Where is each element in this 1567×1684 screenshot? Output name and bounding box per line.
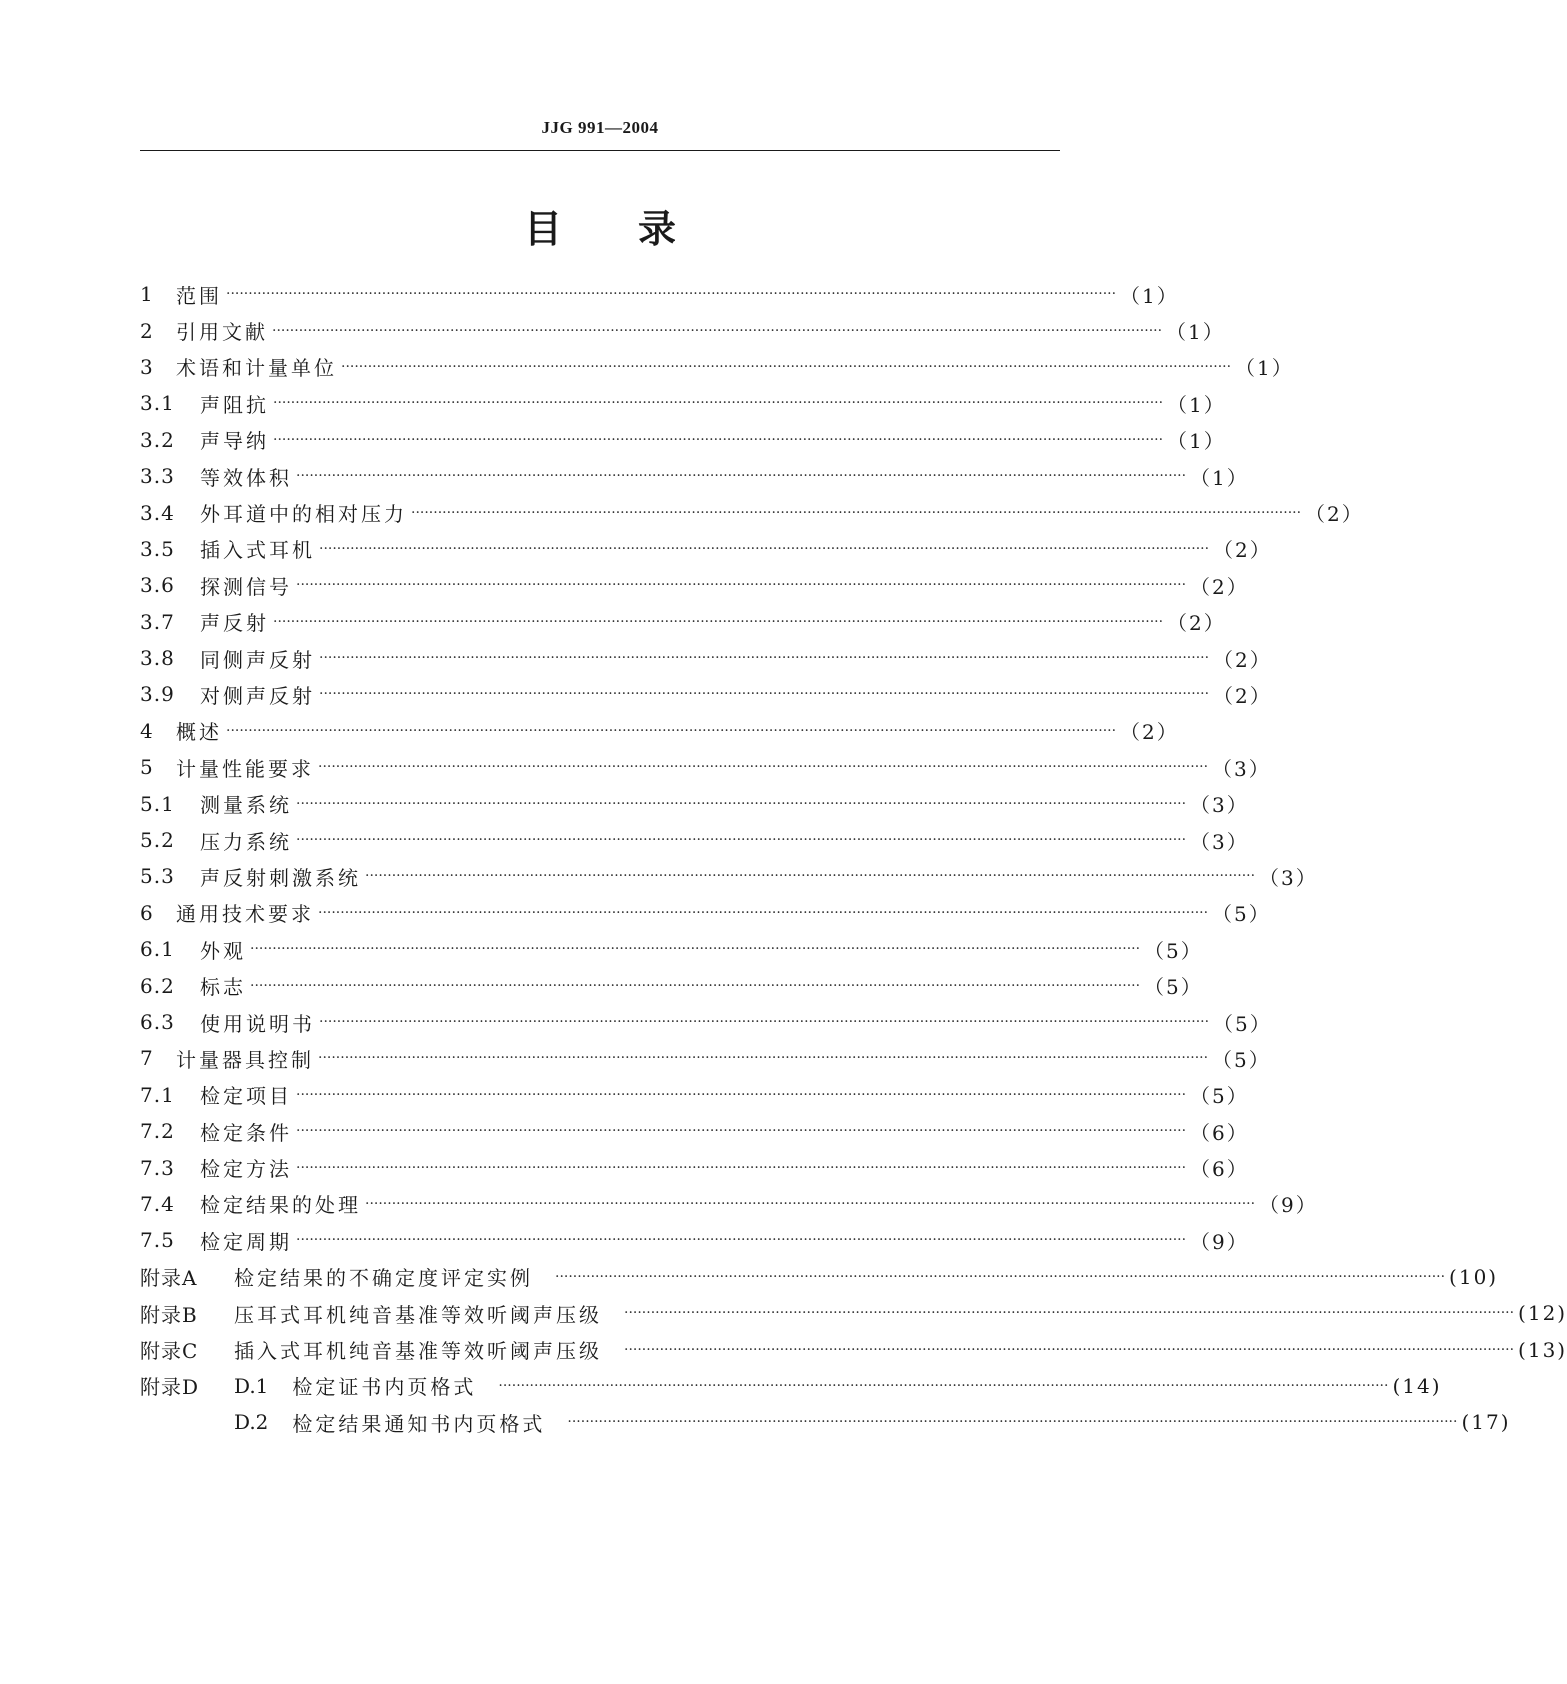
toc-entry[interactable]: [140, 1404, 1511, 1440]
toc-entry[interactable]: [140, 1113, 1249, 1149]
toc-leader-dots: ········································································································································································································: [296, 1232, 1187, 1249]
toc-entry-page: （5）: [1212, 1047, 1271, 1072]
toc-leader-dots: ········································································································································································································: [319, 686, 1210, 703]
toc-entry-number: 5.2: [140, 828, 175, 853]
toc-entry-title: 检定项目: [200, 1084, 292, 1109]
toc-entry[interactable]: [140, 422, 1226, 458]
toc-entry-number: 3.8: [140, 646, 175, 671]
toc-entry[interactable]: [140, 349, 1294, 385]
toc-entry-page: （5）: [1144, 938, 1203, 963]
toc-entry-subnumber: D.1: [234, 1373, 269, 1398]
toc-entry-page: (13): [1518, 1337, 1567, 1362]
toc-entry-title: 检定结果的不确定度评定实例: [234, 1266, 533, 1291]
toc-leader-dots: ········································································································································································································: [319, 650, 1210, 667]
toc-entry-page: （1）: [1167, 392, 1226, 417]
toc-entry-page: (12): [1518, 1301, 1567, 1326]
toc-entry-number: 附录C: [140, 1339, 199, 1364]
toc-entry-page: （2）: [1120, 720, 1179, 745]
toc-entry-page: （1）: [1167, 429, 1226, 454]
toc-leader-dots: ········································································································································································································: [318, 759, 1209, 776]
toc-leader-dots: ········································································································································································································: [411, 504, 1302, 521]
toc-entry-subnumber: D.2: [234, 1410, 269, 1435]
toc-entry-number: 1: [140, 282, 154, 307]
toc-entry[interactable]: [140, 312, 1225, 348]
toc-entry-number: 5.3: [140, 864, 175, 889]
toc-leader-dots: ········································································································································································································: [365, 868, 1256, 885]
toc-leader-dots: ········································································································································································································: [296, 1086, 1187, 1103]
toc-leader-dots: ········································································································································································································: [296, 468, 1187, 485]
toc-entry[interactable]: [140, 1368, 1442, 1404]
toc-entry-title: 声反射刺激系统: [200, 865, 361, 890]
toc-entry-number: 7: [140, 1046, 154, 1071]
toc-entry-title: 计量性能要求: [176, 756, 314, 781]
toc-entry-title: 使用说明书: [200, 1011, 315, 1036]
toc-title: 目录: [523, 207, 752, 251]
toc-entry[interactable]: [140, 276, 1179, 312]
toc-entry-title: 检定方法: [200, 1157, 292, 1182]
toc-entry-page: （2）: [1305, 502, 1364, 527]
toc-entry-page: （2）: [1167, 611, 1226, 636]
toc-entry-number: 3.6: [140, 573, 175, 598]
toc-entry-number: 3.2: [140, 427, 175, 452]
toc-entry-number: 3.4: [140, 500, 175, 525]
toc-entry-title: 检定证书内页格式: [292, 1375, 477, 1400]
toc-entry-title: 压力系统: [200, 829, 292, 854]
toc-entry-title: 检定周期: [200, 1229, 292, 1254]
toc-leader-dots: ········································································································································································································: [319, 1014, 1210, 1030]
toc-entry-page: （9）: [1259, 1193, 1318, 1218]
toc-leader-dots: ········································································································································································································: [365, 1195, 1256, 1212]
toc-entry-number: 附录B: [140, 1302, 198, 1327]
toc-entry-number: 附录A: [140, 1266, 198, 1291]
toc-entry-page: (17): [1461, 1410, 1511, 1435]
toc-entry-number: 7.1: [140, 1082, 175, 1107]
toc-entry-page: （3）: [1259, 865, 1318, 890]
toc-entry[interactable]: [140, 1259, 1499, 1295]
toc-leader-dots: ········································································································································································································: [555, 1268, 1446, 1285]
toc-entry[interactable]: [140, 1186, 1318, 1222]
toc-entry-number: 3.3: [140, 464, 175, 489]
toc-leader-dots: ········································································································································································································: [273, 431, 1164, 448]
toc-leader-dots: ········································································································································································································: [226, 722, 1117, 739]
toc-entry-page: （3）: [1190, 829, 1249, 854]
toc-entry[interactable]: [140, 567, 1249, 603]
toc-entry-number: 附录D: [140, 1375, 200, 1400]
toc-entry-title: 插入式耳机纯音基准等效听阈声压级: [234, 1339, 602, 1364]
toc-entry-title: 外耳道中的相对压力: [200, 502, 407, 527]
toc-entry-page: （3）: [1212, 756, 1271, 781]
toc-entry-number: 7.4: [140, 1191, 175, 1216]
toc-entry-title: 通用技术要求: [176, 902, 314, 927]
toc-entry-title: 标志: [200, 975, 246, 1000]
toc-leader-dots: ········································································································································································································: [272, 322, 1163, 339]
toc-leader-dots: ········································································································································································································: [226, 286, 1117, 303]
toc-entry-title: 概述: [176, 720, 222, 745]
toc-entry[interactable]: [140, 1331, 1567, 1367]
toc-leader-dots: ········································································································································································································: [624, 1341, 1515, 1358]
toc-leader-dots: ········································································································································································································: [498, 1377, 1389, 1394]
toc-entry-title: 检定结果的处理: [200, 1193, 361, 1218]
toc-entry-page: （3）: [1190, 793, 1249, 818]
toc-entry[interactable]: [140, 1040, 1271, 1076]
toc-entry[interactable]: [140, 494, 1364, 530]
toc-entry[interactable]: [140, 1004, 1272, 1040]
toc-entry-page: （5）: [1212, 902, 1271, 927]
toc-leader-dots: ········································································································································································································: [296, 795, 1187, 812]
toc-entry-number: 3.7: [140, 609, 175, 634]
toc-entry-title: 检定条件: [200, 1120, 292, 1145]
toc-entry-page: （1）: [1190, 465, 1249, 490]
toc-entry-title: 检定结果通知书内页格式: [292, 1411, 546, 1436]
toc-entry-page: （2）: [1213, 683, 1272, 708]
toc-entry-title: 等效体积: [200, 465, 292, 490]
toc-entry[interactable]: [140, 1222, 1249, 1258]
toc-entry-title: 对侧声反射: [200, 683, 315, 708]
toc-entry[interactable]: [140, 1295, 1567, 1331]
toc-entry-number: 2: [140, 318, 154, 343]
toc-entry[interactable]: [140, 458, 1249, 494]
toc-entry-number: 3: [140, 354, 154, 379]
toc-entry-page: （5）: [1190, 1084, 1249, 1109]
toc-entry[interactable]: [140, 858, 1318, 894]
toc-entry-title: 测量系统: [200, 793, 292, 818]
toc-entry-title: 探测信号: [200, 574, 292, 599]
toc-leader-dots: ········································································································································································································: [624, 1305, 1515, 1322]
toc-entry-page: （9）: [1190, 1229, 1249, 1254]
toc-entry-title: 声反射: [200, 611, 269, 636]
toc-entry-number: 5: [140, 755, 154, 780]
toc-entry-title: 声阻抗: [200, 392, 269, 417]
toc-entry-title: 范围: [176, 283, 222, 308]
toc-entry-page: （6）: [1190, 1157, 1249, 1182]
toc-entry-number: 7.3: [140, 1155, 175, 1180]
toc-entry-title: 插入式耳机: [200, 538, 315, 563]
toc-entry-title: 同侧声反射: [200, 647, 315, 672]
toc-entry[interactable]: [140, 895, 1271, 931]
toc-entry[interactable]: [140, 1077, 1249, 1113]
toc-entry-number: 6.3: [140, 1010, 175, 1034]
toc-entry-page: （2）: [1213, 538, 1272, 563]
toc-entry[interactable]: [140, 749, 1271, 785]
toc-leader-dots: ········································································································································································································: [318, 1050, 1209, 1067]
toc-entry[interactable]: [140, 822, 1249, 858]
toc-entry-page: （5）: [1213, 1011, 1272, 1036]
toc-entry-page: (10): [1449, 1264, 1499, 1289]
toc-entry-number: 3.5: [140, 536, 175, 561]
toc-leader-dots: ········································································································································································································: [273, 613, 1164, 630]
toc-leader-dots: ········································································································································································································: [296, 1123, 1187, 1140]
toc-leader-dots: ········································································································································································································: [318, 904, 1209, 921]
toc-entry-number: 5.1: [140, 791, 175, 816]
toc-entry-number: 7.5: [140, 1228, 175, 1253]
toc-leader-dots: ········································································································································································································: [296, 1159, 1187, 1176]
toc-entry[interactable]: [140, 676, 1272, 712]
toc-entry-number: 6.2: [140, 973, 175, 998]
toc-entry-page: （1）: [1235, 356, 1294, 381]
toc-entry[interactable]: [140, 531, 1272, 567]
toc-entry-page: （1）: [1166, 320, 1225, 345]
toc-entry-page: (14): [1392, 1373, 1442, 1398]
toc-entry[interactable]: [140, 785, 1249, 821]
toc-entry[interactable]: [140, 713, 1179, 749]
document-code-header: JJG 991—2004: [541, 118, 659, 137]
toc-leader-dots: ········································································································································································································: [341, 358, 1232, 375]
toc-entry-title: 声导纳: [200, 429, 269, 454]
toc-entry-page: （1）: [1120, 283, 1179, 308]
toc-leader-dots: ········································································································································································································: [296, 577, 1187, 594]
toc-entry-number: 6: [140, 900, 154, 925]
toc-entry-page: （6）: [1190, 1120, 1249, 1145]
toc-entry-number: 3.9: [140, 682, 175, 707]
toc-entry-number: 4: [140, 718, 154, 743]
toc-entry[interactable]: [140, 967, 1203, 1003]
toc-entry[interactable]: [140, 640, 1272, 676]
toc-entry[interactable]: [140, 931, 1203, 967]
toc-entry[interactable]: [140, 385, 1226, 421]
toc-leader-dots: ········································································································································································································: [296, 832, 1187, 849]
header-rule: [140, 150, 1060, 151]
toc-entry-title: 引用文献: [176, 320, 268, 345]
toc-entry-number: 6.1: [140, 937, 175, 962]
toc-entry-page: （5）: [1144, 975, 1203, 1000]
toc-leader-dots: ········································································································································································································: [250, 977, 1141, 994]
toc-leader-dots: ········································································································································································································: [319, 540, 1210, 557]
toc-entry-number: 3.1: [140, 391, 175, 416]
table-of-contents: [140, 276, 1567, 1441]
toc-entry-title: 外观: [200, 938, 246, 963]
toc-leader-dots: ········································································································································································································: [273, 395, 1164, 412]
toc-entry[interactable]: [140, 1149, 1249, 1185]
toc-entry-title: 计量器具控制: [176, 1047, 314, 1072]
toc-leader-dots: ········································································································································································································: [567, 1414, 1458, 1431]
toc-leader-dots: ········································································································································································································: [250, 941, 1141, 958]
toc-entry-page: （2）: [1190, 574, 1249, 599]
toc-entry-number: 7.2: [140, 1119, 175, 1144]
toc-entry-title: 压耳式耳机纯音基准等效听阈声压级: [234, 1302, 602, 1327]
toc-entry-page: （2）: [1213, 647, 1272, 672]
toc-entry-title: 术语和计量单位: [176, 356, 337, 381]
toc-entry[interactable]: [140, 604, 1226, 640]
